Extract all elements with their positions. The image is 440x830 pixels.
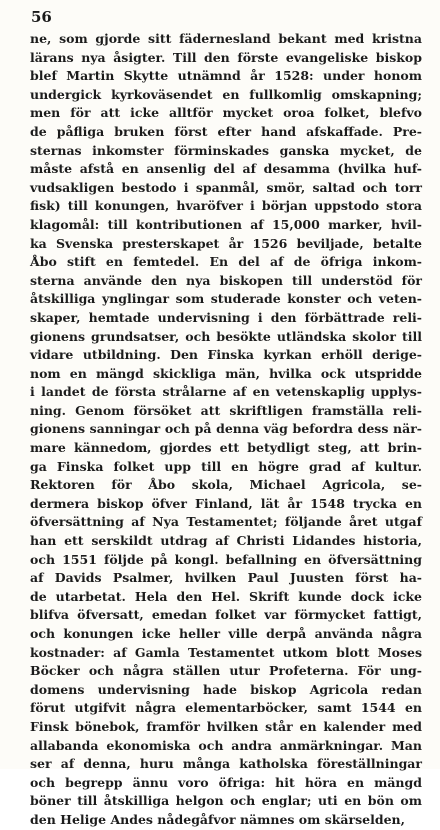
text-line: men för att icke alltför mycket oroa folket, blefvo: [30, 105, 422, 121]
text-line: ga Finska folket upp till en högre grad af kultur.: [30, 458, 422, 474]
text-line: och 1551 följde på kongl. befallning en öfversättning: [30, 551, 422, 567]
text-line: allabanda ekonomiska och andra anmärkningar. Man: [30, 737, 422, 753]
text-line: ser af denna, huru många katholska föreställningar: [30, 756, 422, 772]
text-line: förut utgifvit några elementarböcker, samt 1544 en: [30, 700, 422, 716]
text-line: vidare utbildning. Den Finska kyrkan erhöll derige-: [30, 347, 422, 363]
text-line: den Helige Andes nådegåfvor nämnes om skärselden,: [30, 811, 405, 827]
text-line: lärans nya åsigter. Till den förste evangeliske biskop: [30, 49, 422, 65]
text-line: blef Martin Skytte utnämnd år 1528: under honom: [30, 68, 422, 84]
text-line: dermera biskop öfver Finland, lät år 1548 trycka en: [30, 495, 422, 511]
page-number: 56: [31, 8, 52, 26]
text-line: sternas inkomster förminskades ganska mycket, de: [30, 142, 422, 158]
text-line: domens undervisning hade biskop Agricola redan: [30, 681, 422, 697]
text-line: undergick kyrkoväsendet en fullkomlig omskapning;: [30, 86, 422, 102]
text-line: Finsk bönebok, framför hvilken står en kalender med: [30, 718, 422, 734]
text-line: kostnader: af Gamla Testamentet utkom blott Moses: [30, 644, 422, 660]
text-line: blifva öfversatt, emedan folket var förmycket fattigt,: [30, 607, 422, 623]
text-line: i landet de första strålarne af en vetenskaplig upplys-: [30, 384, 422, 400]
text-line: gionens grundsatser, och besökte utländska skolor till: [30, 328, 422, 344]
text-line: klagomål: till kontributionen af 15,000 marker, hvil-: [30, 216, 422, 232]
text-line: han ett serskildt utdrag af Christi Lidandes historia,: [30, 533, 422, 549]
text-line: af Davids Psalmer, hvilken Paul Juusten först ha-: [30, 570, 422, 586]
text-line: öfversättning af Nya Testamentet; följande året utgaf: [30, 514, 422, 530]
text-line: gionens sanningar och på denna väg befordra dess när-: [30, 421, 422, 437]
text-line: de påfliga bruken först efter hand afskaffade. Pre-: [30, 123, 422, 139]
text-line: skaper, hemtade undervisning i den förbättrade reli-: [30, 309, 422, 325]
text-line: och konungen icke heller ville derpå använda några: [30, 626, 422, 641]
body-text: [30, 30, 422, 830]
text-line: nom en mängd skickliga män, hvilka ock utspridde: [30, 365, 422, 381]
text-line: Åbo stift en femtedel. En del af de öfriga inkom-: [30, 254, 422, 270]
text-line: och begrepp ännu voro öfriga: hit höra en mängd: [30, 774, 422, 790]
text-line: ne, som gjorde sitt fädernesland bekant med kristna: [30, 31, 422, 46]
text-line: ning. Genom försöket att skriftligen framställa reli-: [30, 402, 422, 418]
text-line: åtskilliga ynglingar som studerade konster och veten-: [30, 291, 422, 307]
text-line: böner till åtskilliga helgon och englar; uti en bön om: [30, 793, 422, 809]
text-line: sterna använde den nya biskopen till understöd för: [30, 272, 422, 288]
text-line: ka Svenska presterskapet år 1526 beviljade, betalte: [30, 235, 422, 251]
text-line: Böcker och några ställen utur Profeterna. För ung-: [30, 663, 422, 679]
text-line: måste afstå en ansenlig del af desamma (hvilka huf-: [30, 161, 422, 177]
text-line: de utarbetat. Hela den Hel. Skrift kunde dock icke: [30, 588, 422, 604]
text-line: vudsakligen bestodo i spanmål, smör, saltad och torr: [30, 179, 422, 195]
text-line: Rektoren för Åbo skola, Michael Agricola, se-: [30, 477, 422, 493]
text-line: mare kännedom, gjordes ett betydligt steg, att brin-: [30, 440, 422, 456]
text-line: fisk) till konungen, hvaröfver i början uppstodo stora: [30, 198, 422, 214]
